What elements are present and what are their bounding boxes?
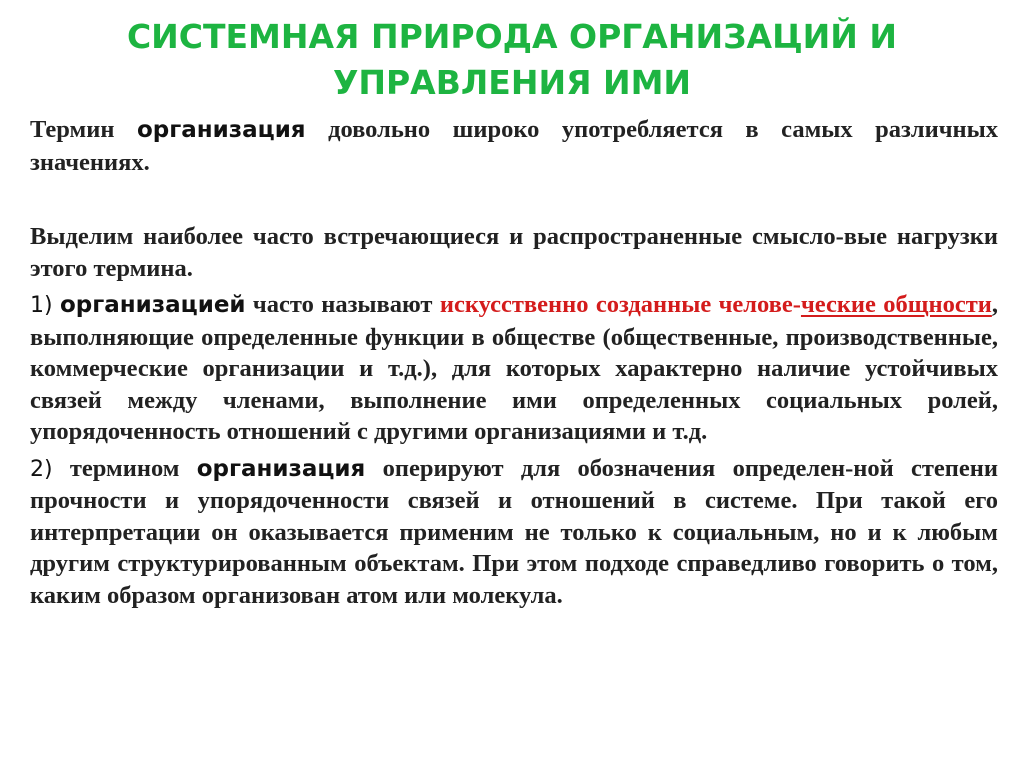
paragraph-term-intro [30,114,998,178]
p3-highlight-part-1: искусственно созданные челове- [439,291,801,318]
p3-highlight-part-2: ческие общности [800,291,992,318]
p4-post: оперируют для обозначения определен-ной степени прочности и упорядоченности связей и отношений в системе. При такой его интерпретации он оказывается применим не только к социальным, но и к любым другим структурированным объектам. При этом подходе справедливо говорить о том, каким образом организован атом или молекула. [30,454,999,609]
p4-term: организация [196,455,366,482]
p1-term: организация [136,117,306,143]
paragraph-meaning-2 [30,453,998,612]
paragraph-meaning-1 [30,289,998,448]
p1-post: довольно широко употребляется в самых различных значениях. [30,116,999,176]
p4-number: 2) [30,456,53,482]
p3-post: , выполняющие определенные функции в обществе (общественные, производственные, коммерческие организации и т.д.), для которых характерно наличие устойчивых связей между членами, выполнение ими определенных социальных ролей, упорядоченность отношений с другими организациями и т.д. [30,291,998,445]
slide-title [60,14,964,106]
p4-pre: термином [69,454,180,482]
paragraph-meanings-intro [30,221,998,284]
p3-number: 1) [30,293,53,318]
slide-title-line-2: УПРАВЛЕНИЯ ИМИ [332,63,692,102]
slide-title-line-1: СИСТЕМНАЯ ПРИРОДА ОРГАНИЗАЦИЙ И [126,17,898,56]
p3-mid: часто называют [252,291,433,318]
slide-body [30,114,998,611]
p1-pre: Термин [30,116,115,143]
p2-text: Выделим наиболее часто встречающиеся и распространенные смысло-вые нагрузки этого термина. [30,223,998,282]
p3-term: организацией [59,292,246,318]
